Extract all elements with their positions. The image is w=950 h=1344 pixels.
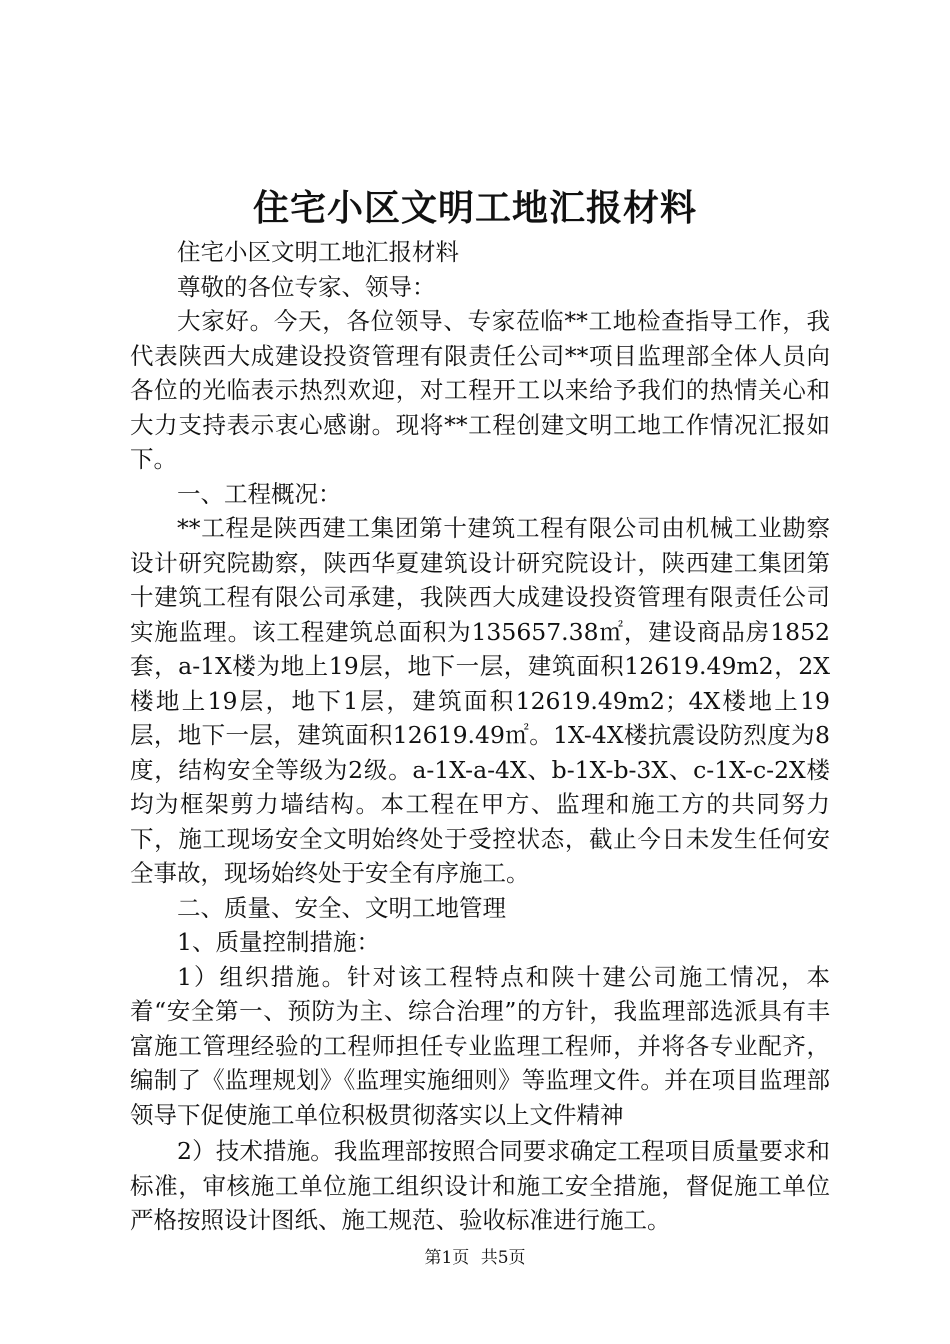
document-body (130, 235, 830, 1238)
page-total: 共5页 (480, 1248, 526, 1268)
heading-management: 二、质量、安全、文明工地管理 (177, 893, 506, 922)
paragraph-technical-measures: 2）技术措施。我监理部按照合同要求确定工程项目质量要求和标准，审核施工单位施工组织设计和施工安全措施，督促施工单位严格按照设计图纸、施工规范、验收标准进行施工。 (130, 1137, 830, 1234)
paragraph-salutation: 尊敬的各位专家、领导： (177, 272, 436, 301)
page-number: 第1页 (424, 1248, 470, 1268)
paragraph-welcome: 大家好。今天，各位领导、专家莅临**工地检查指导工作，我代表陕西大成建设投资管理有限责任公司**项目监理部全体人员向各位的光临表示热烈欢迎，对工程开工以来给予我们的热情关心和大力支持表示衷心感谢。现将**工程创建文明工地工作情况汇报如下。 (130, 307, 830, 473)
heading-quality-control: 1、质量控制措施： (177, 928, 380, 956)
paragraph-project-overview: **工程是陕西建工集团第十建筑工程有限公司由机械工业勘察设计研究院勘察，陕西华夏建筑设计研究院设计，陕西建工集团第十建筑工程有限公司承建，我陕西大成建设投资管理有限责任公司实施监理。该工程建筑总面积为135657.38㎡，建设商品房1852套，a-1X楼为地上19层，地下一层，建筑面积12619.49m2，2X楼地上19层，地下1层，建筑面积12619.49m2；4X楼地上19层，地下一层，建筑面积12619.49㎡。1X-4X楼抗震设防烈度为8度，结构安全等级为2级。a-1X-a-4X、b-1X-b-3X、c-1X-c-2X楼均为框架剪力墙结构。本工程在甲方、监理和施工方的共同努力下，施工现场安全文明始终处于受控状态，截止今日未发生任何安全事故，现场始终处于安全有序施工。 (130, 514, 830, 887)
paragraph-organizational-measures: 1）组织措施。针对该工程特点和陕十建公司施工情况，本着“安全第一、预防为主、综合治理”的方针，我监理部选派具有丰富施工管理经验的工程师担任专业监理工程师，并将各专业配齐，编制了《监理规划》《监理实施细则》等监理文件。并在项目监理部领导下促使施工单位积极贯彻落实以上文件精神 (130, 962, 830, 1129)
page-footer (0, 1246, 950, 1270)
paragraph-subtitle: 住宅小区文明工地汇报材料 (177, 238, 459, 266)
document-title: 住宅小区文明工地汇报材料 (252, 187, 697, 229)
heading-project-overview: 一、工程概况： (177, 479, 342, 508)
